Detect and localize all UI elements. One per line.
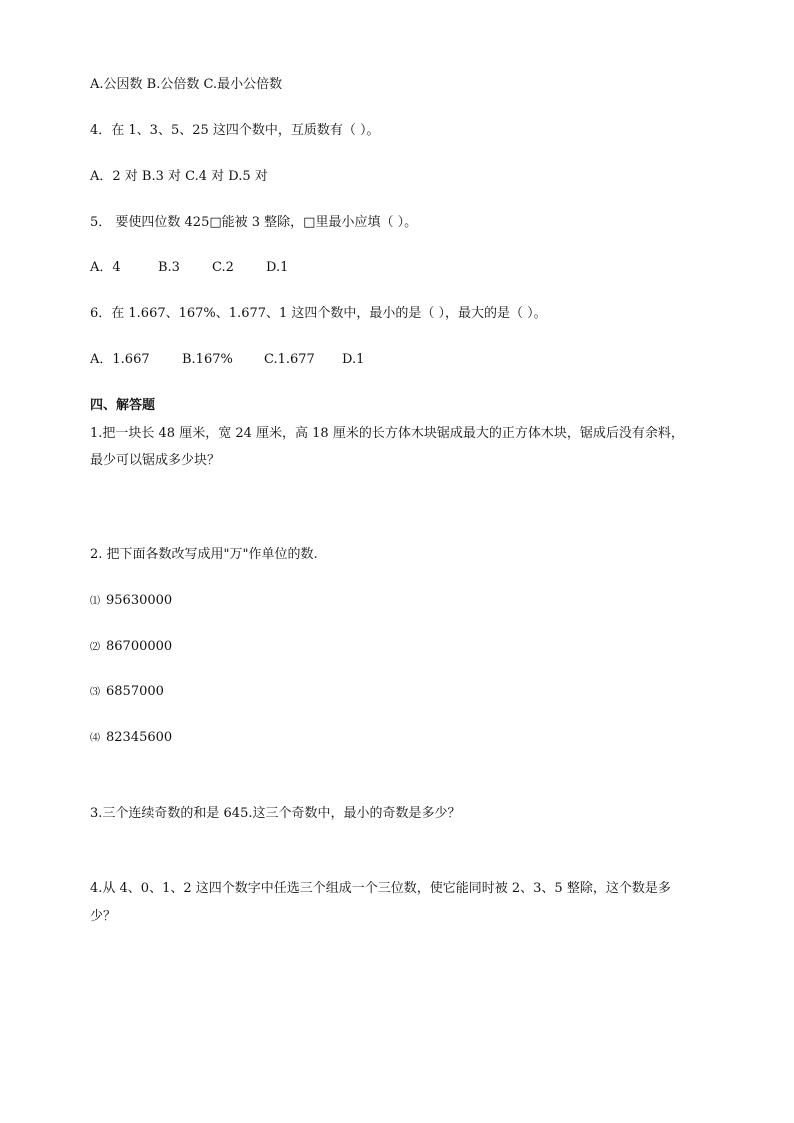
q5-stem: 5． 要使四位数 425□能被 3 整除，□里最小应填（ ）。 [90,215,418,230]
aq2-item-index: ⑴ [90,596,100,607]
q5-option-c: C.2 [212,260,234,275]
q5-option-b: B.3 [158,260,180,275]
aq2-stem: 2. 把下面各数改写成用"万"作单位的数. [90,547,318,562]
q5-options [90,258,288,278]
aq2-item-1 [90,591,172,612]
q4-stem: 4．在 1、3、5、25 这四个数中，互质数有（ ）。 [90,123,380,138]
aq2-item-3 [90,682,164,703]
q6-option-d: D.1 [342,352,365,367]
section-title: 四、解答题 [90,398,156,413]
aq4-line1: 4.从 4、0、1、2 这四个数字中任选三个组成一个三位数，使它能同时被 2、3、5 整除，这个数是多 [90,881,671,896]
q6-stem: 6．在 1.667、167%、1.677、1 这四个数中，最小的是（ ），最大的是（ ）。 [90,306,547,321]
aq2-item-index: ⑵ [90,642,100,653]
q5-option-a: A．4 [90,260,121,275]
q3-options: A.公因数 B.公倍数 C.最小公倍数 [90,77,283,92]
aq1-line2: 最少可以锯成多少块？ [90,453,221,468]
q6-options [90,350,364,370]
aq2-item-value: 6857000 [106,684,164,699]
aq2-item-value: 95630000 [106,593,173,608]
q4-options: A．2 对 B.3 对 C.4 对 D.5 对 [90,169,268,184]
aq2-item-value: 86700000 [106,639,173,654]
aq2-item-index: ⑷ [90,733,100,744]
aq2-item-index: ⑶ [90,687,100,698]
q6-option-b: B.167% [182,352,233,367]
q6-option-c: C.1.677 [264,352,315,367]
aq2-item-value: 82345600 [106,730,173,745]
q5-option-d: D.1 [266,260,289,275]
aq3: 3.三个连续奇数的和是 645.这三个奇数中，最小的奇数是多少？ [90,806,461,821]
aq2-item-4 [90,728,172,749]
q6-option-a: A．1.667 [90,352,150,367]
aq2-item-2 [90,637,172,658]
aq1-line1: 1.把一块长 48 厘米，宽 24 厘米，高 18 厘米的长方体木块锯成最大的正方体木块，锯成后没有余料， [90,426,684,441]
aq4-line2: 少？ [90,909,117,924]
